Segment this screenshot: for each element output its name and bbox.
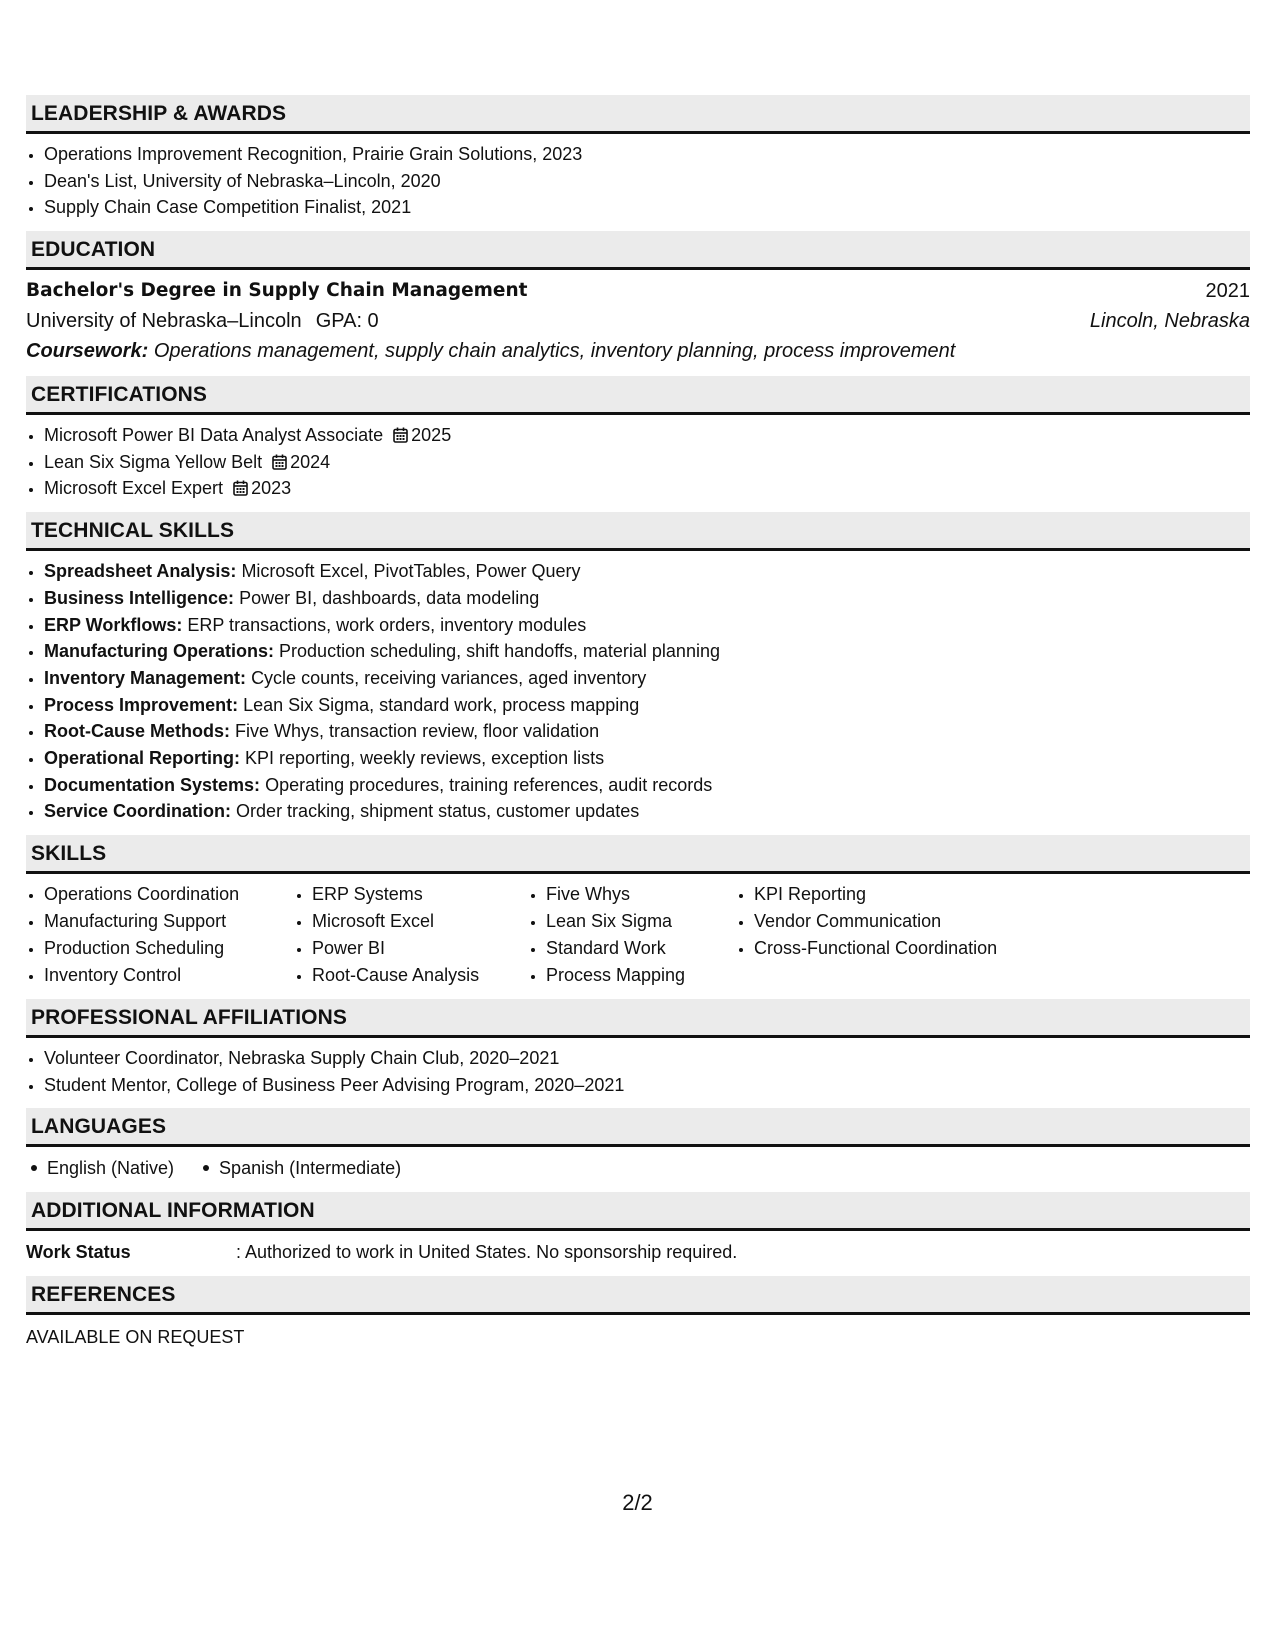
additional-info-section xyxy=(26,1192,1250,1266)
skills-column xyxy=(26,881,294,989)
list-item xyxy=(44,718,1250,745)
list-item: • Root-Cause Analysis xyxy=(312,962,528,989)
list-item xyxy=(44,585,1250,612)
section-heading: LEADERSHIP & AWARDS xyxy=(26,95,1250,134)
skill-value: KPI reporting, weekly reviews, exception lists xyxy=(245,747,605,768)
list-item: • Operations Coordination xyxy=(44,881,294,908)
list-item: • Manufacturing Support xyxy=(44,908,294,935)
list-item: • Microsoft Excel xyxy=(312,908,528,935)
section-heading: PROFESSIONAL AFFILIATIONS xyxy=(26,999,1250,1038)
list-item xyxy=(44,612,1250,639)
language-item xyxy=(26,1154,174,1182)
certification-year: 2023 xyxy=(251,478,292,499)
degree-title: Bachelor's Degree in Supply Chain Management xyxy=(26,280,528,302)
certification-item xyxy=(44,422,1250,449)
skills-grid xyxy=(26,881,1250,989)
list-item: • Lean Six Sigma xyxy=(546,908,736,935)
leadership-list xyxy=(26,141,1250,221)
skill-label: Manufacturing Operations: xyxy=(44,641,275,662)
work-status-label: Work Status xyxy=(26,1242,131,1263)
skill-value: Cycle counts, receiving variances, aged inventory xyxy=(251,667,647,688)
certification-name: Microsoft Power BI Data Analyst Associate xyxy=(44,425,384,446)
list-item: • Five Whys xyxy=(546,881,736,908)
section-heading: LANGUAGES xyxy=(26,1108,1250,1147)
affiliations-list xyxy=(26,1045,1250,1098)
calendar-icon xyxy=(393,427,408,443)
list-item: • Inventory Control xyxy=(44,962,294,989)
references-text: AVAILABLE ON REQUEST xyxy=(26,1327,245,1348)
skill-label: Spreadsheet Analysis: xyxy=(44,561,237,582)
list-item xyxy=(44,665,1250,692)
skill-label: Inventory Management: xyxy=(44,667,247,688)
coursework-label: Coursework: xyxy=(26,340,149,363)
skill-label: Business Intelligence: xyxy=(44,587,235,608)
section-heading: ADDITIONAL INFORMATION xyxy=(26,1192,1250,1231)
list-item: • Process Mapping xyxy=(546,962,736,989)
list-item: • Student Mentor, College of Business Peer Advising Program, 2020–2021 xyxy=(44,1072,1250,1099)
list-item: • Volunteer Coordinator, Nebraska Supply Chain Club, 2020–2021 xyxy=(44,1045,1250,1072)
skill-value: Operating procedures, training references, audit records xyxy=(265,774,713,795)
skill-value: Lean Six Sigma, standard work, process mapping xyxy=(243,694,640,715)
language-name: English (Native) xyxy=(47,1158,175,1179)
section-heading: EDUCATION xyxy=(26,231,1250,270)
bullet-icon xyxy=(31,1165,37,1171)
list-item xyxy=(44,772,1250,799)
education-entry xyxy=(26,270,1250,366)
certifications-list xyxy=(26,422,1250,502)
list-item xyxy=(44,558,1250,585)
certification-item xyxy=(44,475,1250,502)
language-name: Spanish (Intermediate) xyxy=(219,1158,402,1179)
affiliations-section xyxy=(26,999,1250,1098)
list-item: • Dean's List, University of Nebraska–Lincoln, 2020 xyxy=(44,168,1250,195)
certification-name: Lean Six Sigma Yellow Belt xyxy=(44,451,263,472)
coursework-text: Operations management, supply chain analytics, inventory planning, process improvement xyxy=(153,340,956,363)
skill-label: Process Improvement: xyxy=(44,694,239,715)
list-item: • ERP Systems xyxy=(312,881,528,908)
section-heading: TECHNICAL SKILLS xyxy=(26,512,1250,551)
skill-value: Five Whys, transaction review, floor validation xyxy=(235,721,600,742)
school-location: Lincoln, Nebraska xyxy=(1089,310,1250,333)
skill-value: Power BI, dashboards, data modeling xyxy=(239,587,540,608)
list-item: • Power BI xyxy=(312,935,528,962)
technical-skills-list xyxy=(26,558,1250,825)
skill-label: Documentation Systems: xyxy=(44,774,261,795)
list-item: • KPI Reporting xyxy=(754,881,1054,908)
technical-skills-section xyxy=(26,512,1250,825)
calendar-icon xyxy=(272,454,287,470)
skill-value: Order tracking, shipment status, customer updates xyxy=(236,801,640,822)
list-item: • Vendor Communication xyxy=(754,908,1054,935)
skill-label: Service Coordination: xyxy=(44,801,232,822)
certification-year: 2024 xyxy=(290,451,331,472)
calendar-icon xyxy=(233,480,248,496)
bullet-icon xyxy=(203,1165,209,1171)
section-heading: CERTIFICATIONS xyxy=(26,376,1250,415)
leadership-section xyxy=(26,95,1250,221)
skills-column xyxy=(736,881,1054,989)
skill-label: ERP Workflows: xyxy=(44,614,183,635)
education-section xyxy=(26,231,1250,366)
skill-value: Microsoft Excel, PivotTables, Power Query xyxy=(241,561,581,582)
certification-name: Microsoft Excel Expert xyxy=(44,478,224,499)
graduation-year: 2021 xyxy=(1205,280,1250,303)
skills-section xyxy=(26,835,1250,989)
skill-value: ERP transactions, work orders, inventory modules xyxy=(187,614,587,635)
school-name: University of Nebraska–Lincoln xyxy=(26,310,302,333)
skills-column xyxy=(294,881,528,989)
languages-list xyxy=(26,1154,1250,1182)
section-heading: SKILLS xyxy=(26,835,1250,874)
gpa: GPA: 0 xyxy=(315,310,379,333)
list-item: • Production Scheduling xyxy=(44,935,294,962)
skill-value: Production scheduling, shift handoffs, material planning xyxy=(279,641,720,662)
list-item: • Cross-Functional Coordination xyxy=(754,935,1054,962)
certification-item xyxy=(44,449,1250,476)
skill-label: Root-Cause Methods: xyxy=(44,721,230,742)
list-item: • Supply Chain Case Competition Finalist, 2021 xyxy=(44,194,1250,221)
list-item xyxy=(44,798,1250,825)
list-item: • Standard Work xyxy=(546,935,736,962)
section-heading: REFERENCES xyxy=(26,1276,1250,1315)
list-item xyxy=(44,638,1250,665)
work-status-row xyxy=(26,1238,1250,1266)
list-item xyxy=(44,692,1250,719)
page-number: 2/2 xyxy=(622,1490,653,1515)
languages-section xyxy=(26,1108,1250,1182)
list-item: • Operations Improvement Recognition, Prairie Grain Solutions, 2023 xyxy=(44,141,1250,168)
resume-page xyxy=(26,95,1250,1360)
list-item xyxy=(44,745,1250,772)
certification-year: 2025 xyxy=(411,425,452,446)
certifications-section xyxy=(26,376,1250,502)
skill-label: Operational Reporting: xyxy=(44,747,241,768)
work-status-value: : Authorized to work in United States. No sponsorship required. xyxy=(236,1242,738,1263)
references-section xyxy=(26,1276,1250,1350)
language-item xyxy=(198,1154,401,1182)
skills-column xyxy=(528,881,736,989)
